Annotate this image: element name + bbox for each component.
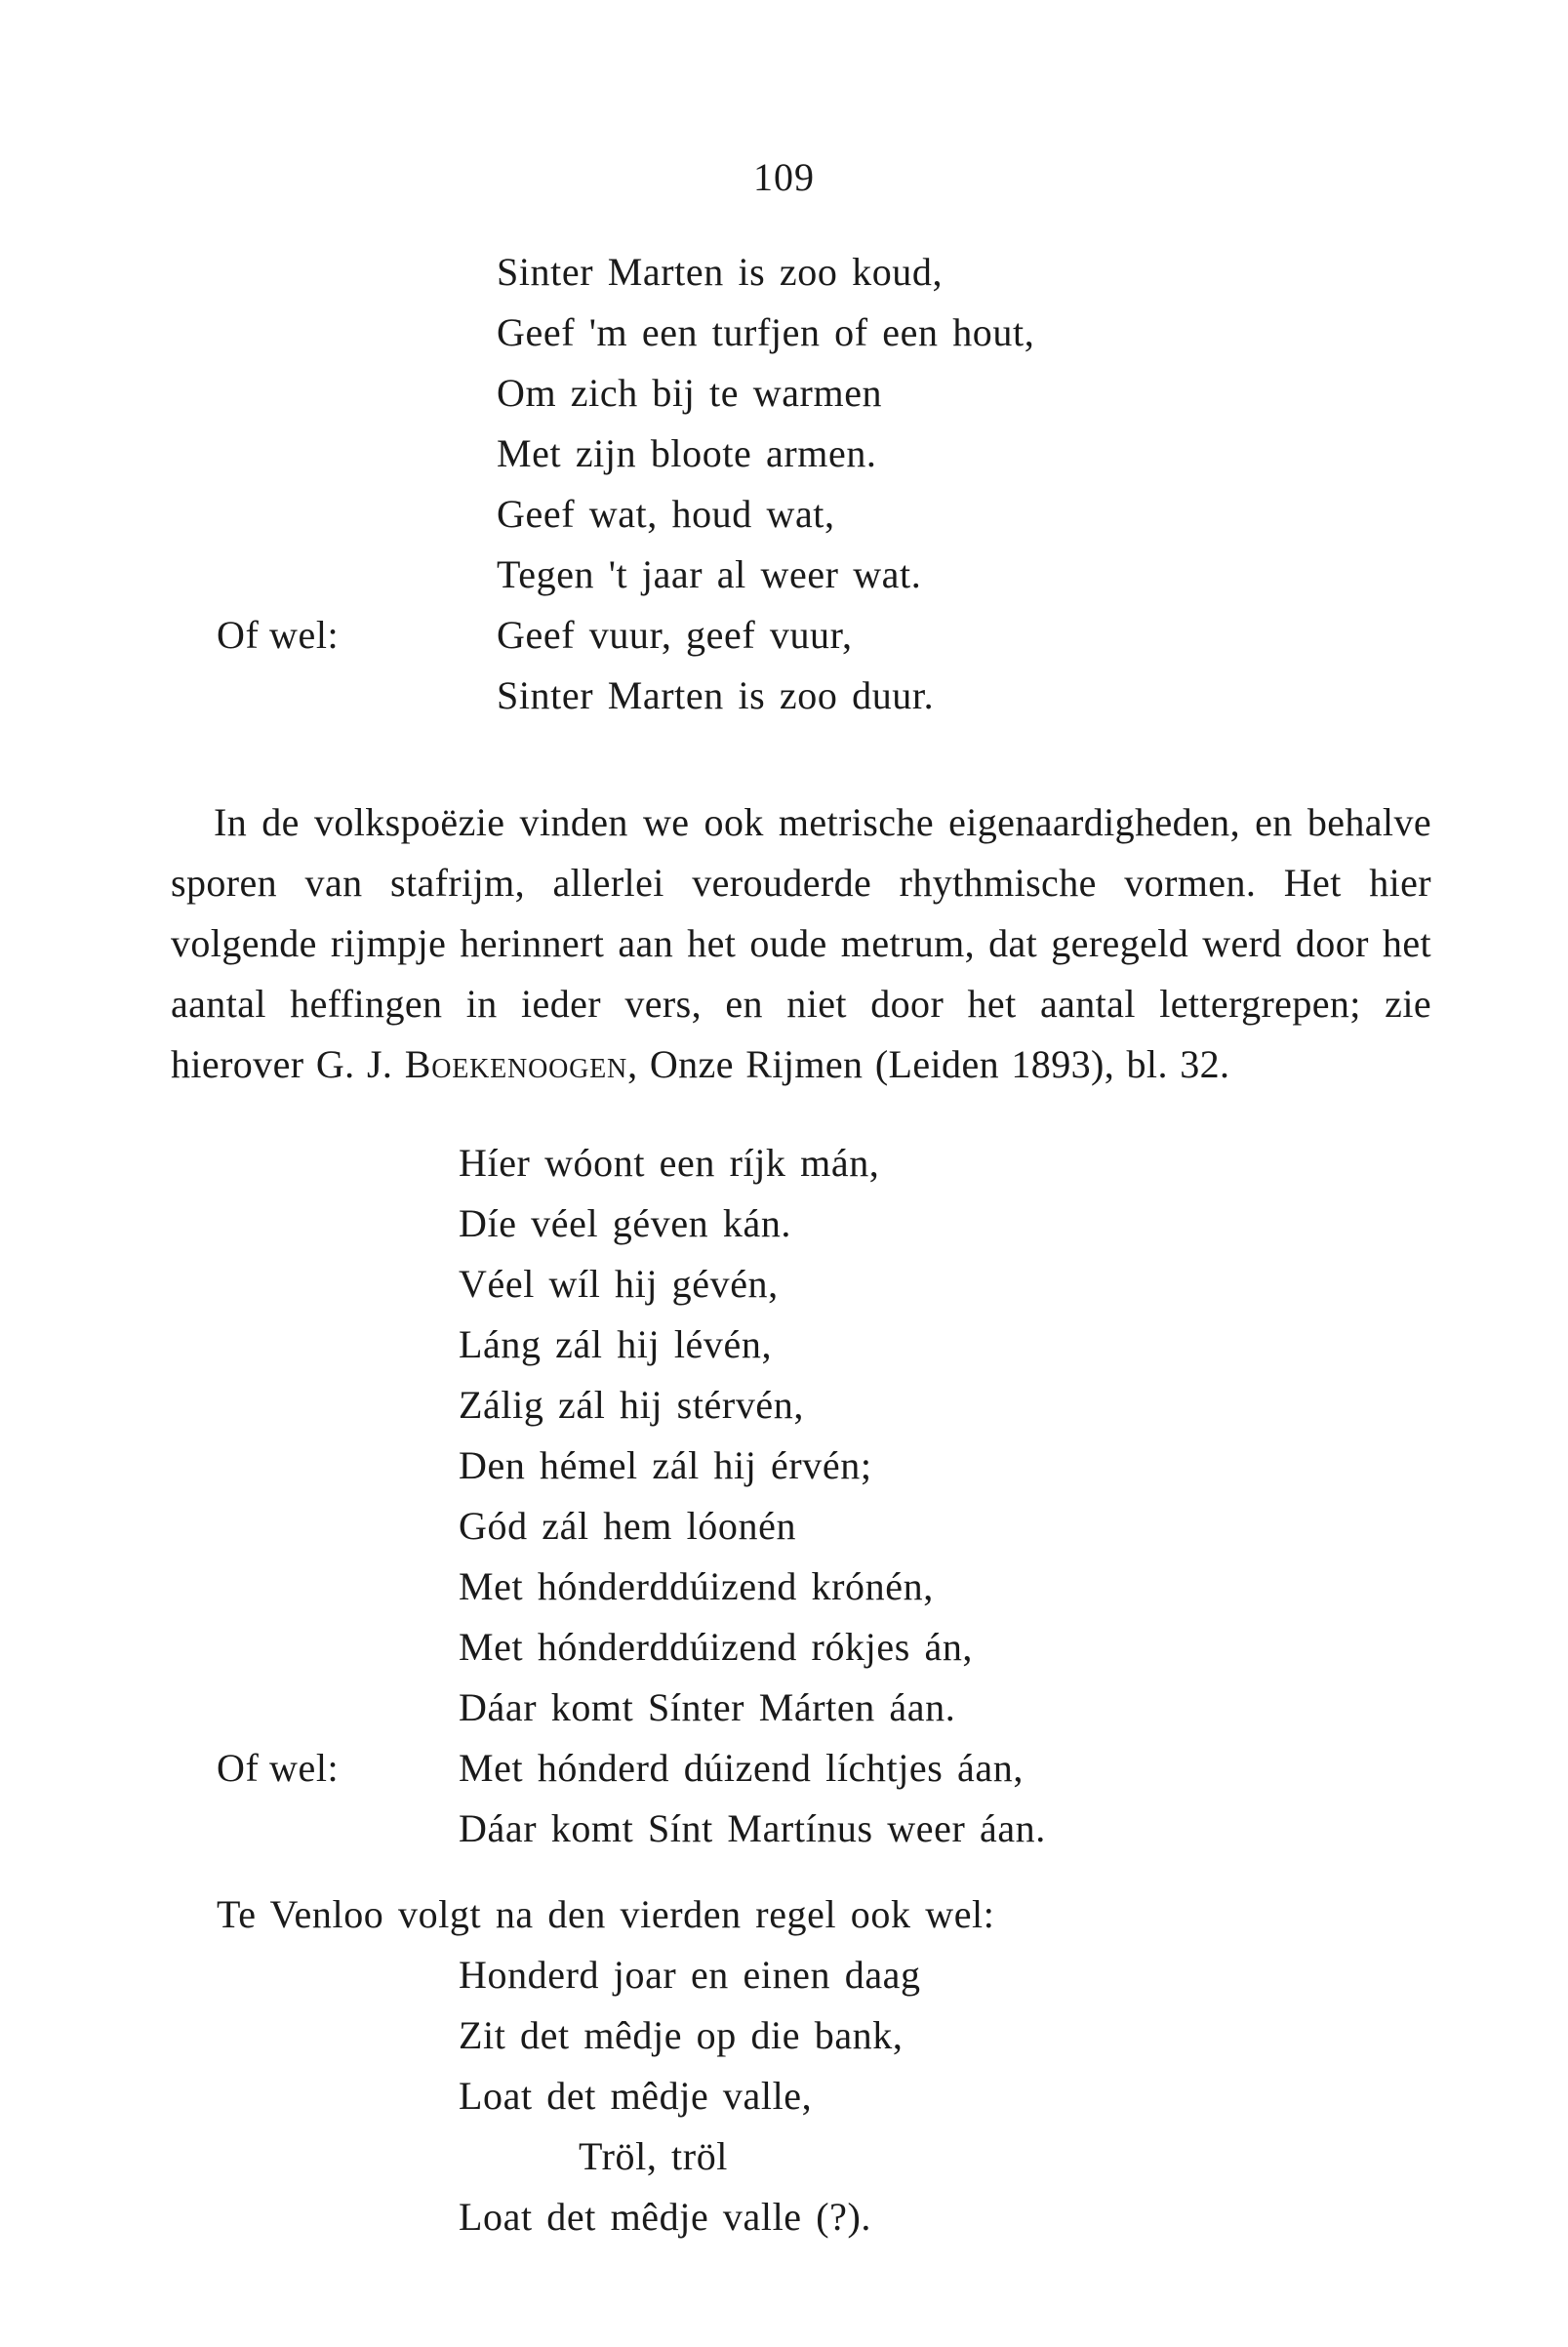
verse-1-line: Met zijn bloote armen. <box>497 431 877 475</box>
verse-1-line: Geef wat, houd wat, <box>497 492 835 536</box>
verse-1-line: Geef 'm een turfjen of een hout, <box>497 310 1035 354</box>
verse-1-line: Geef vuur, geef vuur, <box>497 613 853 657</box>
verse-1-line: Sinter Marten is zoo koud, <box>497 250 944 294</box>
paragraph-text: In de volkspoëzie vinden we ook metrische eigenaardigheden, en behalve sporen van stafrijm, allerlei verouderde rhythmische vormen. Het hier volgende rijmpje herinnert aan het oude metrum, dat geregeld werd door het aantal heffingen in ieder vers, en niet door het aantal lettergrepen; zie hierover G. J. <box>171 800 1431 1086</box>
verse-2-line: Díe véel géven kán. <box>459 1201 792 1245</box>
verse-1-line: Sinter Marten is zoo duur. <box>497 673 935 717</box>
verse-3-line: Tröl, tröl <box>579 2134 729 2178</box>
verse-1-line: Om zich bij te warmen <box>497 371 883 415</box>
verse-2-line: Dáar komt Sínter Márten áan. <box>459 1685 956 1729</box>
verse-2-line: Dáar komt Sínt Martínus weer áan. <box>459 1806 1046 1850</box>
verse-1-line: Tegen 't jaar al weer wat. <box>497 552 922 596</box>
alternative-label: Of wel: <box>217 613 340 657</box>
verse-3-intro: Te Venloo volgt na den vierden regel ook wel: <box>217 1892 995 1936</box>
body-paragraph <box>171 792 1431 1095</box>
verse-2-line: Den hémel zál hij érvén; <box>459 1443 872 1487</box>
verse-2-line: Véel wíl hij gévén, <box>459 1262 779 1306</box>
author-name: Boekenoogen <box>404 1042 628 1086</box>
verse-3-line: Loat det mêdje valle (?). <box>459 2195 872 2239</box>
verse-2-line: Met hónderddúizend krónén, <box>459 1564 934 1608</box>
verse-2-line: Zálig zál hij stérvén, <box>459 1383 804 1427</box>
paragraph-text-end: , Onze Rijmen (Leiden 1893), bl. 32. <box>627 1042 1230 1086</box>
verse-3-line: Honderd joar en einen daag <box>459 1953 921 1997</box>
verse-2-line: Láng zál hij lévén, <box>459 1322 773 1366</box>
verse-3-line: Zit det mêdje op die bank, <box>459 2013 904 2057</box>
page-number: 109 <box>753 155 815 199</box>
verse-3-line: Loat det mêdje valle, <box>459 2074 813 2118</box>
verse-2-line: Met hónderd dúizend líchtjes áan, <box>459 1746 1024 1790</box>
alternative-label: Of wel: <box>217 1746 340 1790</box>
verse-2-line: Met hónderddúizend rókjes án, <box>459 1625 974 1669</box>
verse-2-line: Gód zál hem lóonén <box>459 1504 797 1548</box>
verse-2-line: Híer wóont een ríjk mán, <box>459 1141 880 1185</box>
